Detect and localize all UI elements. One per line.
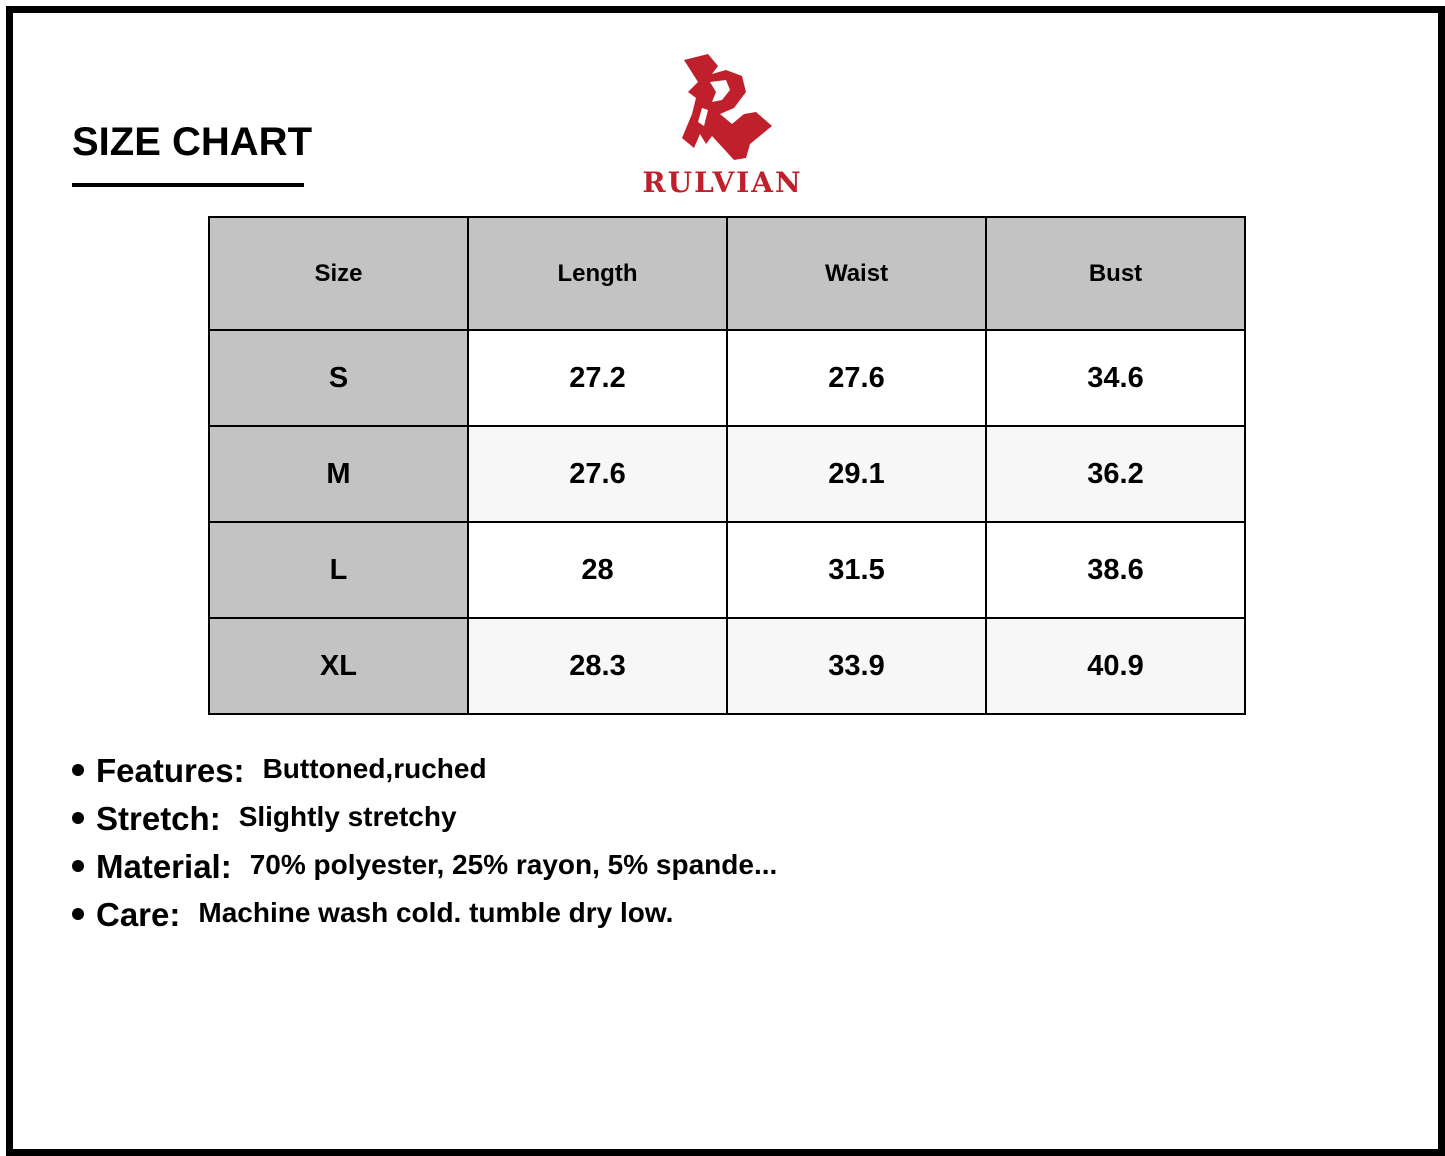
bullet-icon <box>72 860 84 872</box>
waist-cell: 27.6 <box>727 330 986 426</box>
feature-value: Slightly stretchy <box>238 801 457 832</box>
bullet-icon <box>72 908 84 920</box>
length-cell: 28 <box>468 522 727 618</box>
feature-label: Features: <box>96 752 245 789</box>
rulvian-r-logo-icon <box>672 52 776 164</box>
size-table <box>208 216 1246 715</box>
size-cell: XL <box>209 618 468 714</box>
size-cell: S <box>209 330 468 426</box>
waist-cell: 33.9 <box>727 618 986 714</box>
feature-label: Material: <box>96 848 232 885</box>
feature-value: 70% polyester, 25% rayon, 5% spande... <box>249 849 778 880</box>
feature-item-material <box>72 848 777 896</box>
table-header-row <box>209 217 1245 330</box>
feature-item-stretch <box>72 800 777 848</box>
length-cell: 27.6 <box>468 426 727 522</box>
bullet-icon <box>72 812 84 824</box>
waist-cell: 29.1 <box>727 426 986 522</box>
waist-cell: 31.5 <box>727 522 986 618</box>
bust-cell: 34.6 <box>986 330 1245 426</box>
title-underline <box>72 183 304 187</box>
feature-item-care <box>72 896 777 944</box>
table-row <box>209 426 1245 522</box>
feature-item-features <box>72 752 777 800</box>
size-cell: L <box>209 522 468 618</box>
bust-cell: 40.9 <box>986 618 1245 714</box>
column-header-bust: Bust <box>986 217 1245 330</box>
bullet-icon <box>72 764 84 776</box>
feature-value: Buttoned,ruched <box>262 753 487 784</box>
feature-value: Machine wash cold. tumble dry low. <box>198 897 674 928</box>
column-header-length: Length <box>468 217 727 330</box>
size-cell: M <box>209 426 468 522</box>
brand-name: RULVIAN <box>642 166 803 199</box>
feature-label: Stretch: <box>96 800 221 837</box>
feature-list <box>72 752 777 944</box>
length-cell: 28.3 <box>468 618 727 714</box>
bust-cell: 38.6 <box>986 522 1245 618</box>
table-row <box>209 330 1245 426</box>
table-row <box>209 618 1245 714</box>
column-header-waist: Waist <box>727 217 986 330</box>
feature-label: Care: <box>96 896 181 933</box>
length-cell: 27.2 <box>468 330 727 426</box>
table-row <box>209 522 1245 618</box>
page-title: SIZE CHART <box>72 120 312 164</box>
bust-cell: 36.2 <box>986 426 1245 522</box>
column-header-size: Size <box>209 217 468 330</box>
